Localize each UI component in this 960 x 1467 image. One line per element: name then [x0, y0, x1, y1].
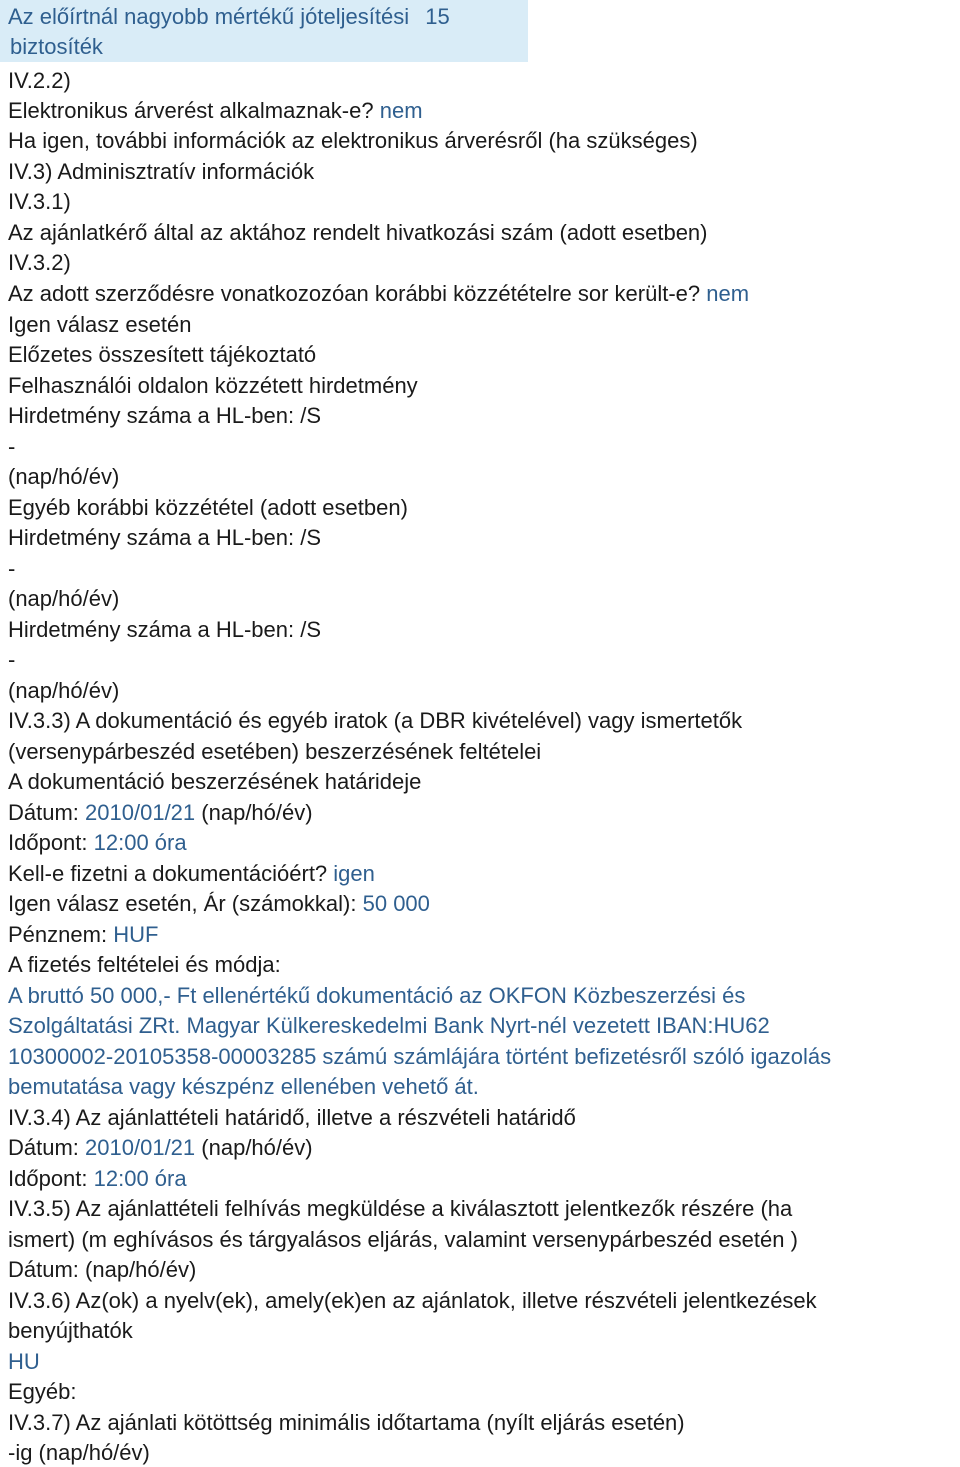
header-label: Az előírtnál nagyobb mértékű jóteljesítési [8, 4, 410, 29]
section-title: IV.3.3) A dokumentáció és egyéb iratok (a DBR kivételével) vagy ismertetők [8, 708, 743, 733]
time-label: Időpont: [8, 1166, 88, 1191]
question-text: Az adott szerződésre vonatkozozóan korábbi közzétételre sor került-e? [8, 281, 701, 306]
payment-question-line [8, 861, 375, 887]
notice-number-label: Hirdetmény száma a HL-ben: /S [8, 525, 322, 550]
payment-terms-label: A fizetés feltételei és módja: [8, 952, 281, 977]
section-title: IV.3.4) Az ajánlattételi határidő, illetve a részvételi határidő [8, 1105, 576, 1130]
answer-value: nem [379, 98, 423, 123]
section-number: IV.3.2) [8, 250, 71, 275]
question-text: Elektronikus árverést alkalmaznak-e? [8, 98, 374, 123]
dash-text: - [8, 556, 16, 581]
section-title: IV.3.6) Az(ok) a nyelv(ek), amely(ek)en az ajánlatok, illetve részvételi jelentkezések [8, 1288, 817, 1313]
deadline-label: A dokumentáció beszerzésének határideje [8, 769, 422, 794]
section-title-cont: (versenypárbeszéd esetében) beszerzésének feltételei [8, 739, 542, 764]
yes-case-label: Igen válasz esetén [8, 312, 192, 337]
time-value: 12:00 óra [93, 830, 187, 855]
answer-value: igen [333, 861, 375, 886]
notice-number-label: Hirdetmény száma a HL-ben: /S [8, 403, 322, 428]
header-value: 15 [425, 4, 450, 29]
date-format-text: (nap/hó/év) [8, 464, 120, 489]
other-publication-label: Egyéb korábbi közzététel (adott esetben) [8, 495, 408, 520]
section-title-cont: ismert) (m eghívásos és tárgyalásos eljárás, valamint versenypárbeszéd esetén ) [8, 1227, 798, 1252]
price-value: 50 000 [362, 891, 430, 916]
time-value: 12:00 óra [93, 1166, 187, 1191]
date-label: Dátum: [8, 800, 79, 825]
date-format-text: (nap/hó/év) [201, 1135, 313, 1160]
dash-text: - [8, 434, 16, 459]
section-text: Az ajánlatkérő által az aktához rendelt hivatkozási szám (adott esetben) [8, 220, 708, 245]
date-line [8, 800, 313, 826]
question-line [8, 98, 423, 124]
price-line [8, 891, 430, 917]
section-title: IV.3.7) Az ajánlati kötöttség minimális időtartama (nyílt eljárás esetén) [8, 1410, 685, 1435]
date-format-text: (nap/hó/év) [8, 586, 120, 611]
section-number: IV.3.1) [8, 189, 71, 214]
section-number: IV.2.2) [8, 68, 71, 93]
date-line: Dátum: (nap/hó/év) [8, 1257, 197, 1282]
time-line [8, 1166, 187, 1192]
question-line [8, 281, 749, 307]
note-text: Ha igen, további információk az elektronikus árverésről (ha szükséges) [8, 128, 698, 153]
section-title-cont: benyújthatók [8, 1318, 133, 1343]
payment-terms-text: A bruttó 50 000,- Ft ellenértékű dokumentáció az OKFON Közbeszerzési és [8, 983, 746, 1008]
currency-line [8, 922, 158, 948]
language-value: HU [8, 1349, 40, 1374]
time-line [8, 830, 187, 856]
payment-terms-text: 10300002-20105358-00003285 számú számlájára történt befizetésről szóló igazolás [8, 1044, 832, 1069]
answer-value: nem [706, 281, 750, 306]
date-format-text: (nap/hó/év) [8, 678, 120, 703]
time-label: Időpont: [8, 830, 88, 855]
notice-number-label: Hirdetmény száma a HL-ben: /S [8, 617, 322, 642]
date-line [8, 1135, 313, 1161]
section-title: IV.3.5) Az ajánlattételi felhívás megküldése a kiválasztott jelentkezők részére (ha [8, 1196, 793, 1221]
payment-terms-text: bemutatása vagy készpénz ellenében vehető át. [8, 1074, 479, 1099]
date-label: Dátum: [8, 1135, 79, 1160]
option-text: Előzetes összesített tájékoztató [8, 342, 317, 367]
section-title: IV.3) Adminisztratív információk [8, 159, 315, 184]
option-text: Felhasználói oldalon közzétett hirdetmény [8, 373, 418, 398]
question-text: Kell-e fizetni a dokumentációért? [8, 861, 328, 886]
header-line1 [8, 4, 450, 30]
header-line2: biztosíték [10, 34, 103, 59]
date-value: 2010/01/21 [85, 800, 196, 825]
date-format-text: (nap/hó/év) [201, 800, 313, 825]
price-label: Igen válasz esetén, Ár (számokkal): [8, 891, 357, 916]
date-suffix-text: -ig (nap/hó/év) [8, 1440, 150, 1465]
currency-label: Pénznem: [8, 922, 108, 947]
dash-text: - [8, 647, 16, 672]
other-label: Egyéb: [8, 1379, 77, 1404]
payment-terms-text: Szolgáltatási ZRt. Magyar Külkereskedelmi Bank Nyrt-nél vezetett IBAN:HU62 [8, 1013, 770, 1038]
date-value: 2010/01/21 [85, 1135, 196, 1160]
currency-value: HUF [113, 922, 159, 947]
